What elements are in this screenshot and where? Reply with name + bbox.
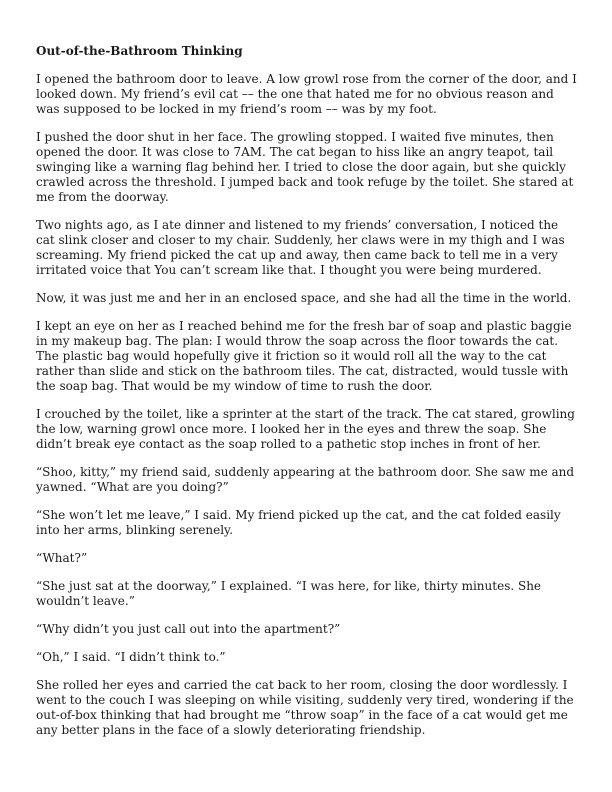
paragraph: She rolled her eyes and carried the cat back to her room, closing the door wordlessly. I went to the couch I was sleeping on while visiting, suddenly very tired, wondering if the out-of-box thinking that had brought me “throw soap” in the face of a cat would get me any better plans in the face of a slowly deteriorating friendship. <box>36 678 574 737</box>
paragraph: “Oh,” I said. “I didn’t think to.” <box>36 650 226 664</box>
paragraph: “Why didn’t you just call out into the apartment?” <box>36 622 341 636</box>
paragraph: I opened the bathroom door to leave. A low growl rose from the corner of the door, and I looked down. My friend’s evil cat –– the one that hated me for no obvious reason and was supposed to be locked in my friend’s room –– was by my foot. <box>36 72 577 116</box>
paragraph: “What?” <box>36 551 88 565</box>
paragraph: “She won’t let me leave,” I said. My friend picked up the cat, and the cat folded easily into her arms, blinking serenely. <box>36 508 561 537</box>
paragraph: “She just sat at the doorway,” I explained. “I was here, for like, thirty minutes. She wouldn’t leave.” <box>36 579 542 608</box>
paragraph: I kept an eye on her as I reached behind me for the fresh bar of soap and plastic baggie in my makeup bag. The plan: I would throw the soap across the floor towards the cat. The plastic bag would hopefully give it friction so it would roll all the way to the cat rather than slide and stick on the bathroom tiles. The cat, distracted, would tussle with the soap bag. That would be my window of time to rush the door. <box>36 319 572 393</box>
document-page <box>36 44 578 751</box>
paragraph: Two nights ago, as I ate dinner and listened to my friends’ conversation, I noticed the cat slink closer and closer to my chair. Suddenly, her claws were in my thigh and I was screaming. My friend picked the cat up and away, then came back to tell me in a very irritated voice that You can’t scream like that. I thought you were being murdered. <box>36 218 565 277</box>
paragraph: I pushed the door shut in her face. The growling stopped. I waited five minutes, then opened the door. It was close to 7AM. The cat began to hiss like an angry teapot, tail swinging like a warning flag behind her. I tried to close the door again, but she quickly crawled across the threshold. I jumped back and took refuge by the toilet. She stared at me from the doorway. <box>36 130 574 204</box>
paragraph: Now, it was just me and her in an enclosed space, and she had all the time in the world. <box>36 291 572 305</box>
paragraph: I crouched by the toilet, like a sprinter at the start of the track. The cat stared, growling the low, warning growl once more. I looked her in the eyes and threw the soap. She didn’t break eye contact as the soap rolled to a pathetic stop inches in front of her. <box>36 407 575 451</box>
document-title: Out-of-the-Bathroom Thinking <box>36 44 243 58</box>
paragraph: “Shoo, kitty,” my friend said, suddenly appearing at the bathroom door. She saw me and yawned. “What are you doing?” <box>36 465 575 494</box>
